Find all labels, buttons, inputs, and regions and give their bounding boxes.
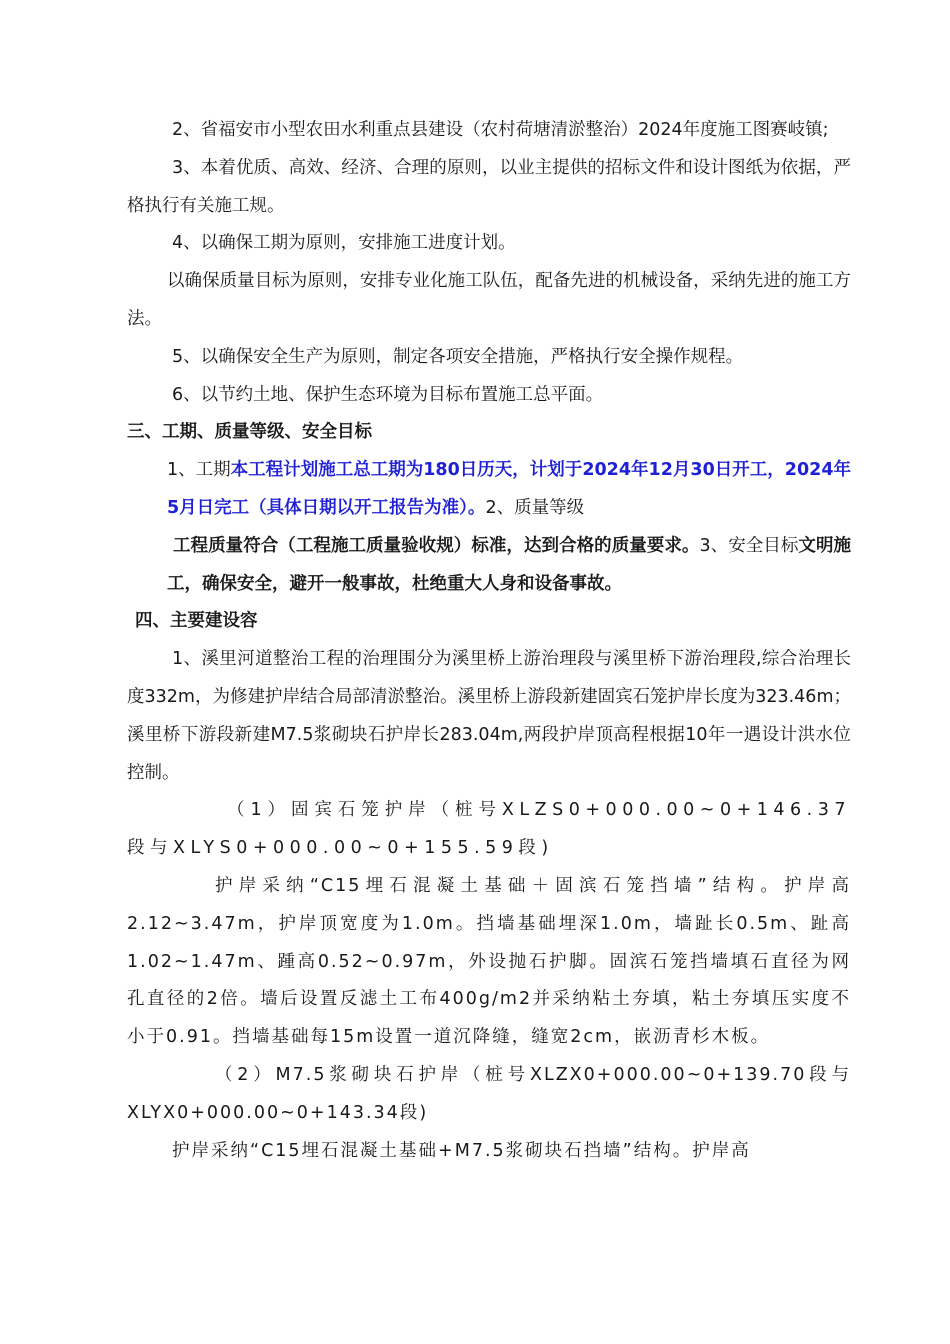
subheading-gabion-revetment: （1）固宾石笼护岸（桩号XLZS0+000.00~0+146.37段与XLYS0+000.00~0+155.59段) (127, 800, 851, 859)
paragraph-quality-principle: 以确保质量目标为原则，安排专业化施工队伍，配备先进的机械设备，采纳先进的施工方法。 (127, 271, 851, 329)
paragraph-design-basis-4: 4、以确保工期为原则，安排施工进度计划。 (172, 233, 516, 254)
schedule-highlight: 本工程计划施工总工期为180日历天，计划于2024年12月30日开工，2024年5月日完工（具体日期以开工报告为准）。 (167, 460, 851, 518)
paragraph-gabion-structure: 护岸采纳“C15埋石混凝土基础＋固滨石笼挡墙”结构。护岸高2.12~3.47m，护岸顶宽度为1.0m。挡墙基础埋深1.0m，墙趾长0.5m、趾高1.02~1.47m、踵高0.52~0.97m，外设抛石护脚。固滨石笼挡墙填石直径为网孔直径的2倍。墙后设置反滤土工布400g/m2并采纳粘土夯填，粘土夯填压实度不小于0.91。挡墙基础每15m设置一道沉降缝，缝宽2cm，嵌沥青杉木板。 (127, 875, 851, 1048)
section-heading-schedule-quality-safety: 三、工期、质量等级、安全目标 (127, 422, 372, 443)
schedule-label: 1、工期 (167, 460, 231, 481)
paragraph-masonry-structure: 护岸采纳“C15埋石混凝土基础+M7.5浆砌块石挡墙”结构。护岸高 (172, 1140, 751, 1161)
subheading-masonry-revetment: （2）M7.5浆砌块石护岸（桩号XLZX0+000.00~0+139.70段与XLYX0+000.00~0+143.34段) (127, 1064, 851, 1123)
safety-label: 3、安全目标 (699, 535, 799, 556)
paragraph-design-basis-3: 3、本着优质、高效、经济、合理的原则，以业主提供的招标文件和设计图纸为依据，严格执行有关施工规。 (127, 157, 851, 216)
section-heading-main-construction: 四、主要建设容 (135, 611, 258, 632)
document-page (127, 112, 851, 1170)
paragraph-schedule-quality (127, 452, 851, 528)
safety-target: 文明施工，确保安全，避开一般事故，杜绝重大人身和设备事故。 (167, 535, 852, 594)
quality-label: 2、质量等级 (485, 497, 585, 518)
paragraph-river-regulation: 1、溪里河道整治工程的治理围分为溪里桥上游治理段与溪里桥下游治理段,综合治理长度332m，为修建护岸结合局部清淤整治。溪里桥上游段新建固宾石笼护岸长度为323.46m；溪里桥下游段新建M7.5浆砌块石护岸长283.04m,两段护岸顶高程根据10年一遇设计洪水位控制。 (127, 649, 851, 783)
quality-target: 工程质量符合（工程施工质量验收规）标准，达到合格的质量要求。 (173, 535, 700, 556)
paragraph-design-basis-2: 2、省福安市小型农田水利重点县建设（农村荷塘清淤整治）2024年度施工图赛岐镇; (172, 120, 829, 140)
paragraph-design-basis-5: 5、以确保安全生产为原则，制定各项安全措施，严格执行安全操作规程。 (172, 346, 744, 367)
paragraph-design-basis-6: 6、以节约土地、保护生态环境为目标布置施工总平面。 (172, 384, 604, 405)
paragraph-quality-safety (127, 528, 851, 604)
